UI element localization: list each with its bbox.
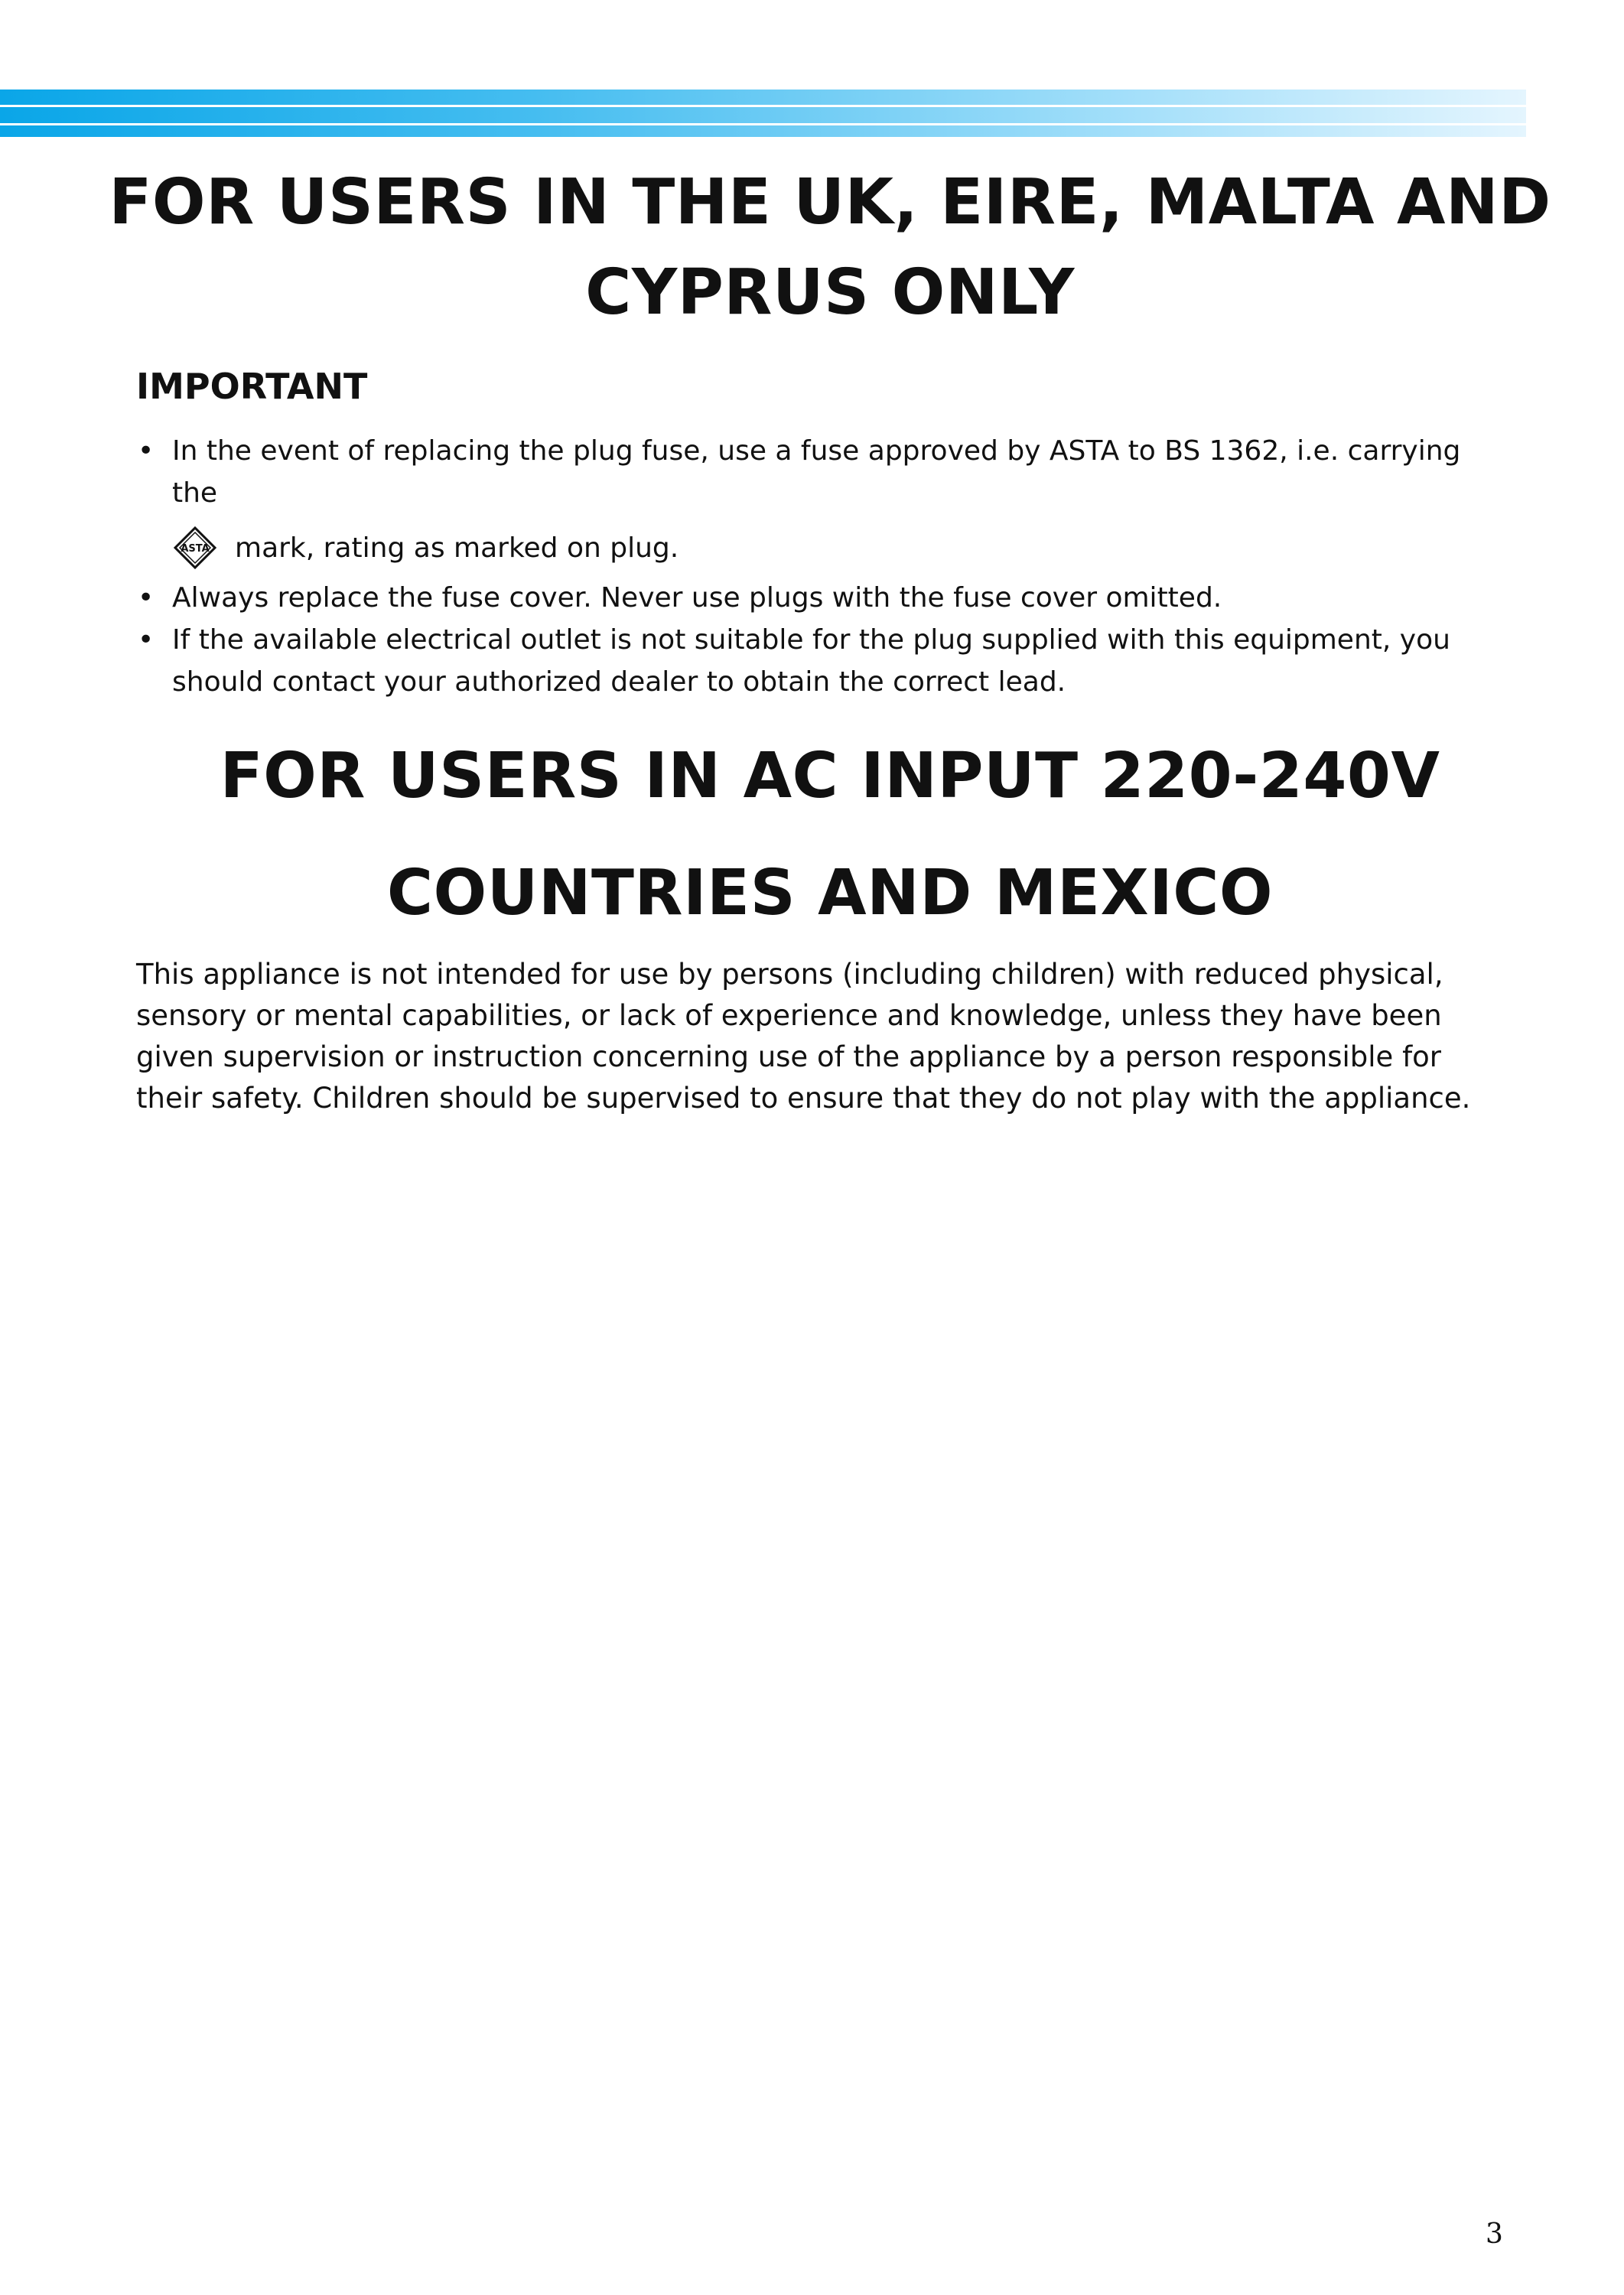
bullet-text: Always replace the fuse cover. Never use plugs with the fuse cover omitted. xyxy=(172,582,1222,614)
bullet-text: If the available electrical outlet is not suitable for the plug supplied with this equipment, you should contact your authorized dealer to obtain the correct lead. xyxy=(172,624,1450,698)
bullet-dot: • xyxy=(138,624,155,656)
list-item xyxy=(136,430,1513,571)
header-banner xyxy=(0,90,1526,137)
safety-paragraph: This appliance is not intended for use by persons (including children) with reduced physical, sensory or mental capabilities, or lack of experience and knowledge, unless they have been given supervision or instruction concerning use of the appliance by a person responsible for their safety. Children should be supervised to ensure that they do not play with the appliance. xyxy=(136,958,1471,1115)
banner-stripe xyxy=(0,105,1526,107)
bullet-text: In the event of replacing the plug fuse, use a fuse approved by ASTA to BS 1362, i.e. carrying the xyxy=(172,435,1461,509)
page-number: 3 xyxy=(1486,2218,1503,2250)
section2-title-line1: FOR USERS IN AC INPUT 220-240V xyxy=(220,740,1440,812)
section1-title-line2: CYPRUS ONLY xyxy=(585,256,1075,329)
list-item xyxy=(136,577,1513,619)
bullet-dot: • xyxy=(138,435,155,467)
banner-stripe xyxy=(0,123,1526,125)
section2-title-line2: COUNTRIES AND MEXICO xyxy=(386,857,1274,929)
bullet-dot: • xyxy=(138,582,155,614)
asta-mark-icon xyxy=(172,525,218,571)
asta-mark-line xyxy=(172,525,1513,571)
section1-title-line1: FOR USERS IN THE UK, EIRE, MALTA AND xyxy=(109,166,1551,239)
asta-mark-text: ASTA xyxy=(181,543,210,555)
list-item xyxy=(136,619,1513,703)
important-label: IMPORTANT xyxy=(136,366,368,407)
asta-continuation-text: mark, rating as marked on plug. xyxy=(235,532,679,564)
important-bullet-list xyxy=(136,430,1513,703)
